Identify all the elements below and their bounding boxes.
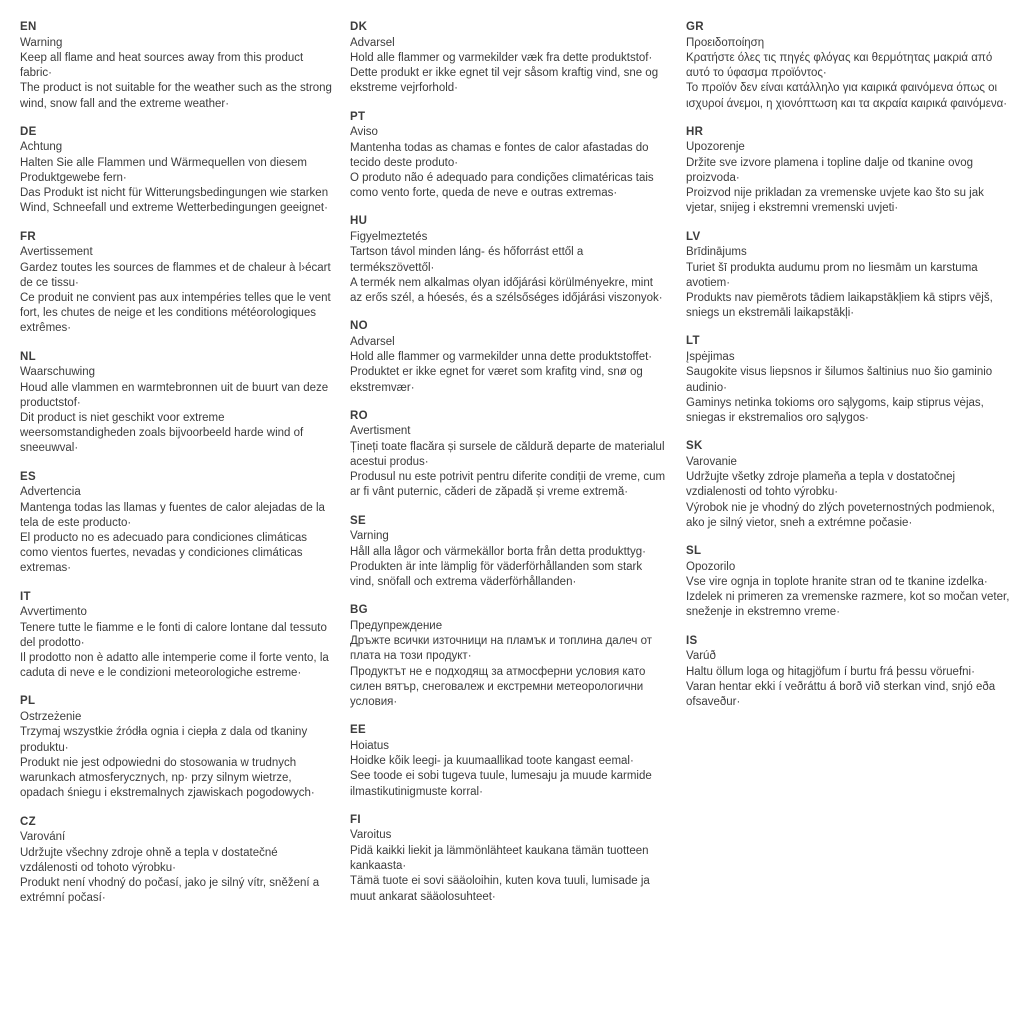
warning-text: Дръжте всички източници на пламък и топлина далеч от плата на този продукт· bbox=[350, 635, 653, 663]
language-section-gr bbox=[686, 20, 1016, 112]
warning-text: Houd alle vlammen en warmtebronnen uit de buurt van deze productstof· bbox=[20, 381, 329, 409]
warning-text: Tämä tuote ei sovi sääoloihin, kuten kova tuuli, lumisade ja muut ankarat sääolosuhteet· bbox=[350, 875, 650, 903]
language-section-fr bbox=[20, 230, 332, 337]
warning-text: Håll alla lågor och värmekällor borta från detta produkttyg· bbox=[350, 545, 646, 558]
language-code: SL bbox=[686, 545, 702, 558]
warning-text: Produkten är inte lämplig för väderförhållanden som stark vind, snöfall och extrema väderförhållanden· bbox=[350, 560, 643, 589]
warning-title: Figyelmeztetés bbox=[350, 230, 428, 243]
warning-text: Hoidke kõik leegi- ja kuumaallikad toote kangast eemal· bbox=[350, 755, 634, 768]
warning-text: Das Produkt ist nicht für Witterungsbedingungen wie starken Wind, Schneefall und extreme Wetterbedingungen geeignet· bbox=[20, 187, 329, 215]
language-code: DK bbox=[350, 21, 368, 33]
language-code: GR bbox=[686, 21, 704, 33]
warning-title: Avertisment bbox=[350, 425, 411, 438]
language-code: PL bbox=[20, 695, 36, 708]
language-section-hu bbox=[350, 214, 668, 306]
column-2 bbox=[350, 20, 668, 918]
language-section-fi bbox=[350, 813, 668, 905]
warning-text: Dette produkt er ikke egnet til vejr såsom kraftig vind, sne og ekstreme vejrforhold· bbox=[350, 67, 659, 95]
warning-text: Turiet šī produkta audumu prom no liesmām un karstuma avotiem· bbox=[686, 261, 978, 289]
warning-title: Waarschuwing bbox=[20, 366, 95, 379]
warning-title: Предупреждение bbox=[350, 619, 443, 632]
language-code: NL bbox=[20, 350, 36, 363]
warning-title: Advertencia bbox=[20, 486, 81, 499]
warning-text: Dit product is niet geschikt voor extreme weersomstandigheden zoals bijvoorbeeld harde wind of sneeuwval· bbox=[20, 412, 304, 455]
warning-text: El producto no es adecuado para condiciones climáticas como vientos fuertes, nevadas y condiciones climáticas extremas· bbox=[20, 532, 308, 575]
warning-title: Varovanie bbox=[686, 455, 737, 468]
warning-title: Προειδοποίηση bbox=[686, 36, 765, 49]
warning-text: Gaminys netinka tokioms oro sąlygoms, kaip stiprus vėjas, sniegas ir ekstremalios oro sąlygos· bbox=[686, 396, 984, 425]
warning-text: Mantenga todas las llamas y fuentes de calor alejadas de la tela de este producto· bbox=[20, 501, 325, 529]
language-section-cz bbox=[20, 815, 332, 907]
warning-title: Avvertimento bbox=[20, 606, 87, 619]
language-section-es bbox=[20, 470, 332, 577]
warning-text: Halten Sie alle Flammen und Wärmequellen von diesem Produktgewebe fern· bbox=[20, 156, 308, 185]
language-section-lv bbox=[686, 230, 1016, 322]
language-section-bg bbox=[350, 603, 668, 710]
warning-title: Opozorilo bbox=[686, 560, 736, 573]
language-section-no bbox=[350, 319, 668, 396]
language-code: BG bbox=[350, 604, 368, 617]
column-3 bbox=[686, 20, 1016, 723]
warning-text: O produto não é adequado para condições climatéricas tais como vento forte, queda de neve e outras extremas· bbox=[350, 172, 654, 200]
warning-text: Produsul nu este potrivit pentru diferite condiții de vreme, cum ar fi vânt puternic, căderi de zăpadă și vreme extremă· bbox=[350, 471, 666, 499]
warning-text: Mantenha todas as chamas e fontes de calor afastadas do tecido deste produto· bbox=[350, 141, 649, 169]
language-section-ro bbox=[350, 409, 668, 501]
language-code: EE bbox=[350, 724, 366, 737]
warning-text: Pidä kaikki liekit ja lämmönlähteet kaukana tämän tuotteen kankaasta· bbox=[350, 844, 649, 873]
warning-text: Vse vire ognja in toplote hranite stran od te tkanine izdelka· bbox=[686, 576, 988, 589]
language-section-sk bbox=[686, 439, 1016, 531]
warning-text: Varan hentar ekki í veðráttu á borð við sterkan vind, snjó eða ofsaveður· bbox=[686, 680, 996, 709]
warning-text: Ce produit ne convient pas aux intempéries telles que le vent fort, les chutes de neige et les conditions météorologiques extrêmes· bbox=[20, 292, 331, 335]
language-section-sl bbox=[686, 544, 1016, 621]
warning-text: The product is not suitable for the weather such as the strong wind, snow fall and the extreme weather· bbox=[20, 82, 332, 110]
warning-title: Avertissement bbox=[20, 246, 93, 259]
warning-title: Ostrzeżenie bbox=[20, 710, 82, 723]
warning-text: Produkt nie jest odpowiedni do stosowania w trudnych warunkach atmosferycznych, np· przy silnym wietrze, opadach śniegu i ekstremalnych zjawiskach pogodowych· bbox=[20, 756, 315, 800]
warning-title: Warning bbox=[20, 36, 63, 49]
warning-text: Udržujte všetky zdroje plameňa a tepla v dostatočnej vzdialenosti od tohto výrobku· bbox=[686, 471, 956, 499]
warning-text: Produkts nav piemērots tādiem laikapstākļiem kā stiprs vējš, sniegs un ekstremāli laikapstākļi· bbox=[686, 292, 993, 320]
language-section-hr bbox=[686, 125, 1016, 217]
language-code: HR bbox=[686, 125, 704, 138]
warning-text: Saugokite visus liepsnos ir šilumos šaltinius nuo šio gaminio audinio· bbox=[686, 366, 993, 394]
warning-title: Įspėjimas bbox=[686, 350, 735, 363]
language-code: ES bbox=[20, 470, 36, 483]
warning-text: Hold alle flammer og varmekilder væk fra dette produktstof· bbox=[350, 52, 653, 64]
warning-text: Продуктът не е подходящ за атмосферни условия като силен вятър, снеговалеж и екстремни метеорологични условия· bbox=[350, 665, 646, 709]
language-code: HU bbox=[350, 215, 368, 228]
language-section-dk bbox=[350, 20, 668, 97]
warning-text: Gardez toutes les sources de flammes et de chaleur à l›écart de ce tissu· bbox=[20, 261, 331, 289]
warning-text: Držite sve izvore plamena i topline dalje od tkanine ovog proizvoda· bbox=[686, 156, 974, 185]
warning-text: Κρατήστε όλες τις πηγές φλόγας και θερμότητας μακριά από αυτό το ύφασμα προϊόντος· bbox=[686, 52, 993, 80]
warning-title: Advarsel bbox=[350, 335, 395, 348]
language-code: FR bbox=[20, 230, 36, 243]
warning-title: Varování bbox=[20, 831, 66, 843]
warning-text: Tartson távol minden láng- és hőforrást ettől a termékszövettől· bbox=[350, 246, 584, 274]
language-section-pt bbox=[350, 110, 668, 202]
warning-text: Produkt není vhodný do počasí, jako je silný vítr, sněžení a extrémní počasí· bbox=[20, 876, 320, 905]
language-code: RO bbox=[350, 409, 368, 422]
warning-text: A termék nem alkalmas olyan időjárási körülményekre, mint az erős szél, a hóesés, és a szélsőséges időjárási viszonyok· bbox=[350, 276, 663, 305]
warning-title: Hoiatus bbox=[350, 739, 389, 752]
warning-text: See toode ei sobi tugeva tuule, lumesaju ja muude karmide ilmastikutinigmuste korral· bbox=[350, 770, 652, 798]
warning-text: Keep all flame and heat sources away from this product fabric· bbox=[20, 52, 304, 80]
warning-text: Țineți toate flacăra și sursele de căldură departe de materialul acestui produs· bbox=[350, 440, 665, 469]
warning-text: Hold alle flammer og varmekilder unna dette produktstoffet· bbox=[350, 351, 653, 364]
language-code: LT bbox=[686, 335, 700, 348]
language-code: LV bbox=[686, 230, 701, 243]
warning-text: Το προϊόν δεν είναι κατάλληλο για καιρικά φαινόμενα όπως οι ισχυροί άνεμοι, η χιονόπτωση και τα ακραία καιρικά φαινόμενα· bbox=[686, 82, 1008, 110]
warning-text: Tenere tutte le fiamme e le fonti di calore lontane dal tessuto del prodotto· bbox=[20, 621, 327, 649]
warning-title: Upozorenje bbox=[686, 141, 745, 154]
language-code: NO bbox=[350, 320, 368, 333]
warning-title: Varning bbox=[350, 530, 389, 543]
warning-text: Haltu öllum loga og hitagjöfum í burtu frá þessu vöruefni· bbox=[686, 665, 975, 678]
language-code: FI bbox=[350, 813, 361, 826]
warning-title: Varúð bbox=[686, 650, 716, 663]
warning-text: Proizvod nije prikladan za vremenske uvjete kao što su jak vjetar, snijeg i ekstremni vremenski uvjeti· bbox=[686, 187, 984, 215]
language-code: EN bbox=[20, 21, 37, 33]
language-section-it bbox=[20, 590, 332, 682]
column-1 bbox=[20, 20, 332, 919]
warning-title: Brīdinājums bbox=[686, 246, 747, 259]
warning-text: Výrobok nie je vhodný do zlých poveternostných podmienok, ako je silný vietor, sneh a extrémne počasie· bbox=[686, 501, 995, 529]
warning-title: Aviso bbox=[350, 126, 378, 139]
language-code: IT bbox=[20, 590, 31, 603]
language-code: PT bbox=[350, 110, 366, 123]
language-code: DE bbox=[20, 125, 37, 138]
language-code: SE bbox=[350, 514, 366, 527]
language-code: IS bbox=[686, 634, 698, 647]
language-section-ee bbox=[350, 723, 668, 800]
warning-title: Advarsel bbox=[350, 36, 395, 49]
language-columns bbox=[20, 20, 1010, 919]
language-section-de bbox=[20, 125, 332, 217]
warning-text: Il prodotto non è adatto alle intemperie come il forte vento, la caduta di neve e le condizioni meteorologiche estreme· bbox=[20, 652, 329, 680]
warning-text: Produktet er ikke egnet for været som krafitg vind, snø og ekstremvær· bbox=[350, 366, 643, 394]
warning-text: Trzymaj wszystkie źródła ognia i ciepła z dala od tkaniny produktu· bbox=[20, 726, 308, 754]
language-section-en bbox=[20, 20, 332, 112]
warning-title: Achtung bbox=[20, 141, 63, 154]
language-section-se bbox=[350, 514, 668, 591]
language-section-is bbox=[686, 634, 1016, 711]
language-section-lt bbox=[686, 334, 1016, 426]
language-section-nl bbox=[20, 350, 332, 457]
language-code: SK bbox=[686, 440, 703, 453]
warning-text: Udržujte všechny zdroje ohně a tepla v dostatečné vzdálenosti od tohoto výrobku· bbox=[20, 846, 278, 874]
warning-text: Izdelek ni primeren za vremenske razmere, kot so močan veter, sneženje in ekstremno vreme· bbox=[686, 591, 1010, 619]
warning-title: Varoitus bbox=[350, 829, 392, 842]
language-section-pl bbox=[20, 694, 332, 801]
language-code: CZ bbox=[20, 815, 36, 828]
